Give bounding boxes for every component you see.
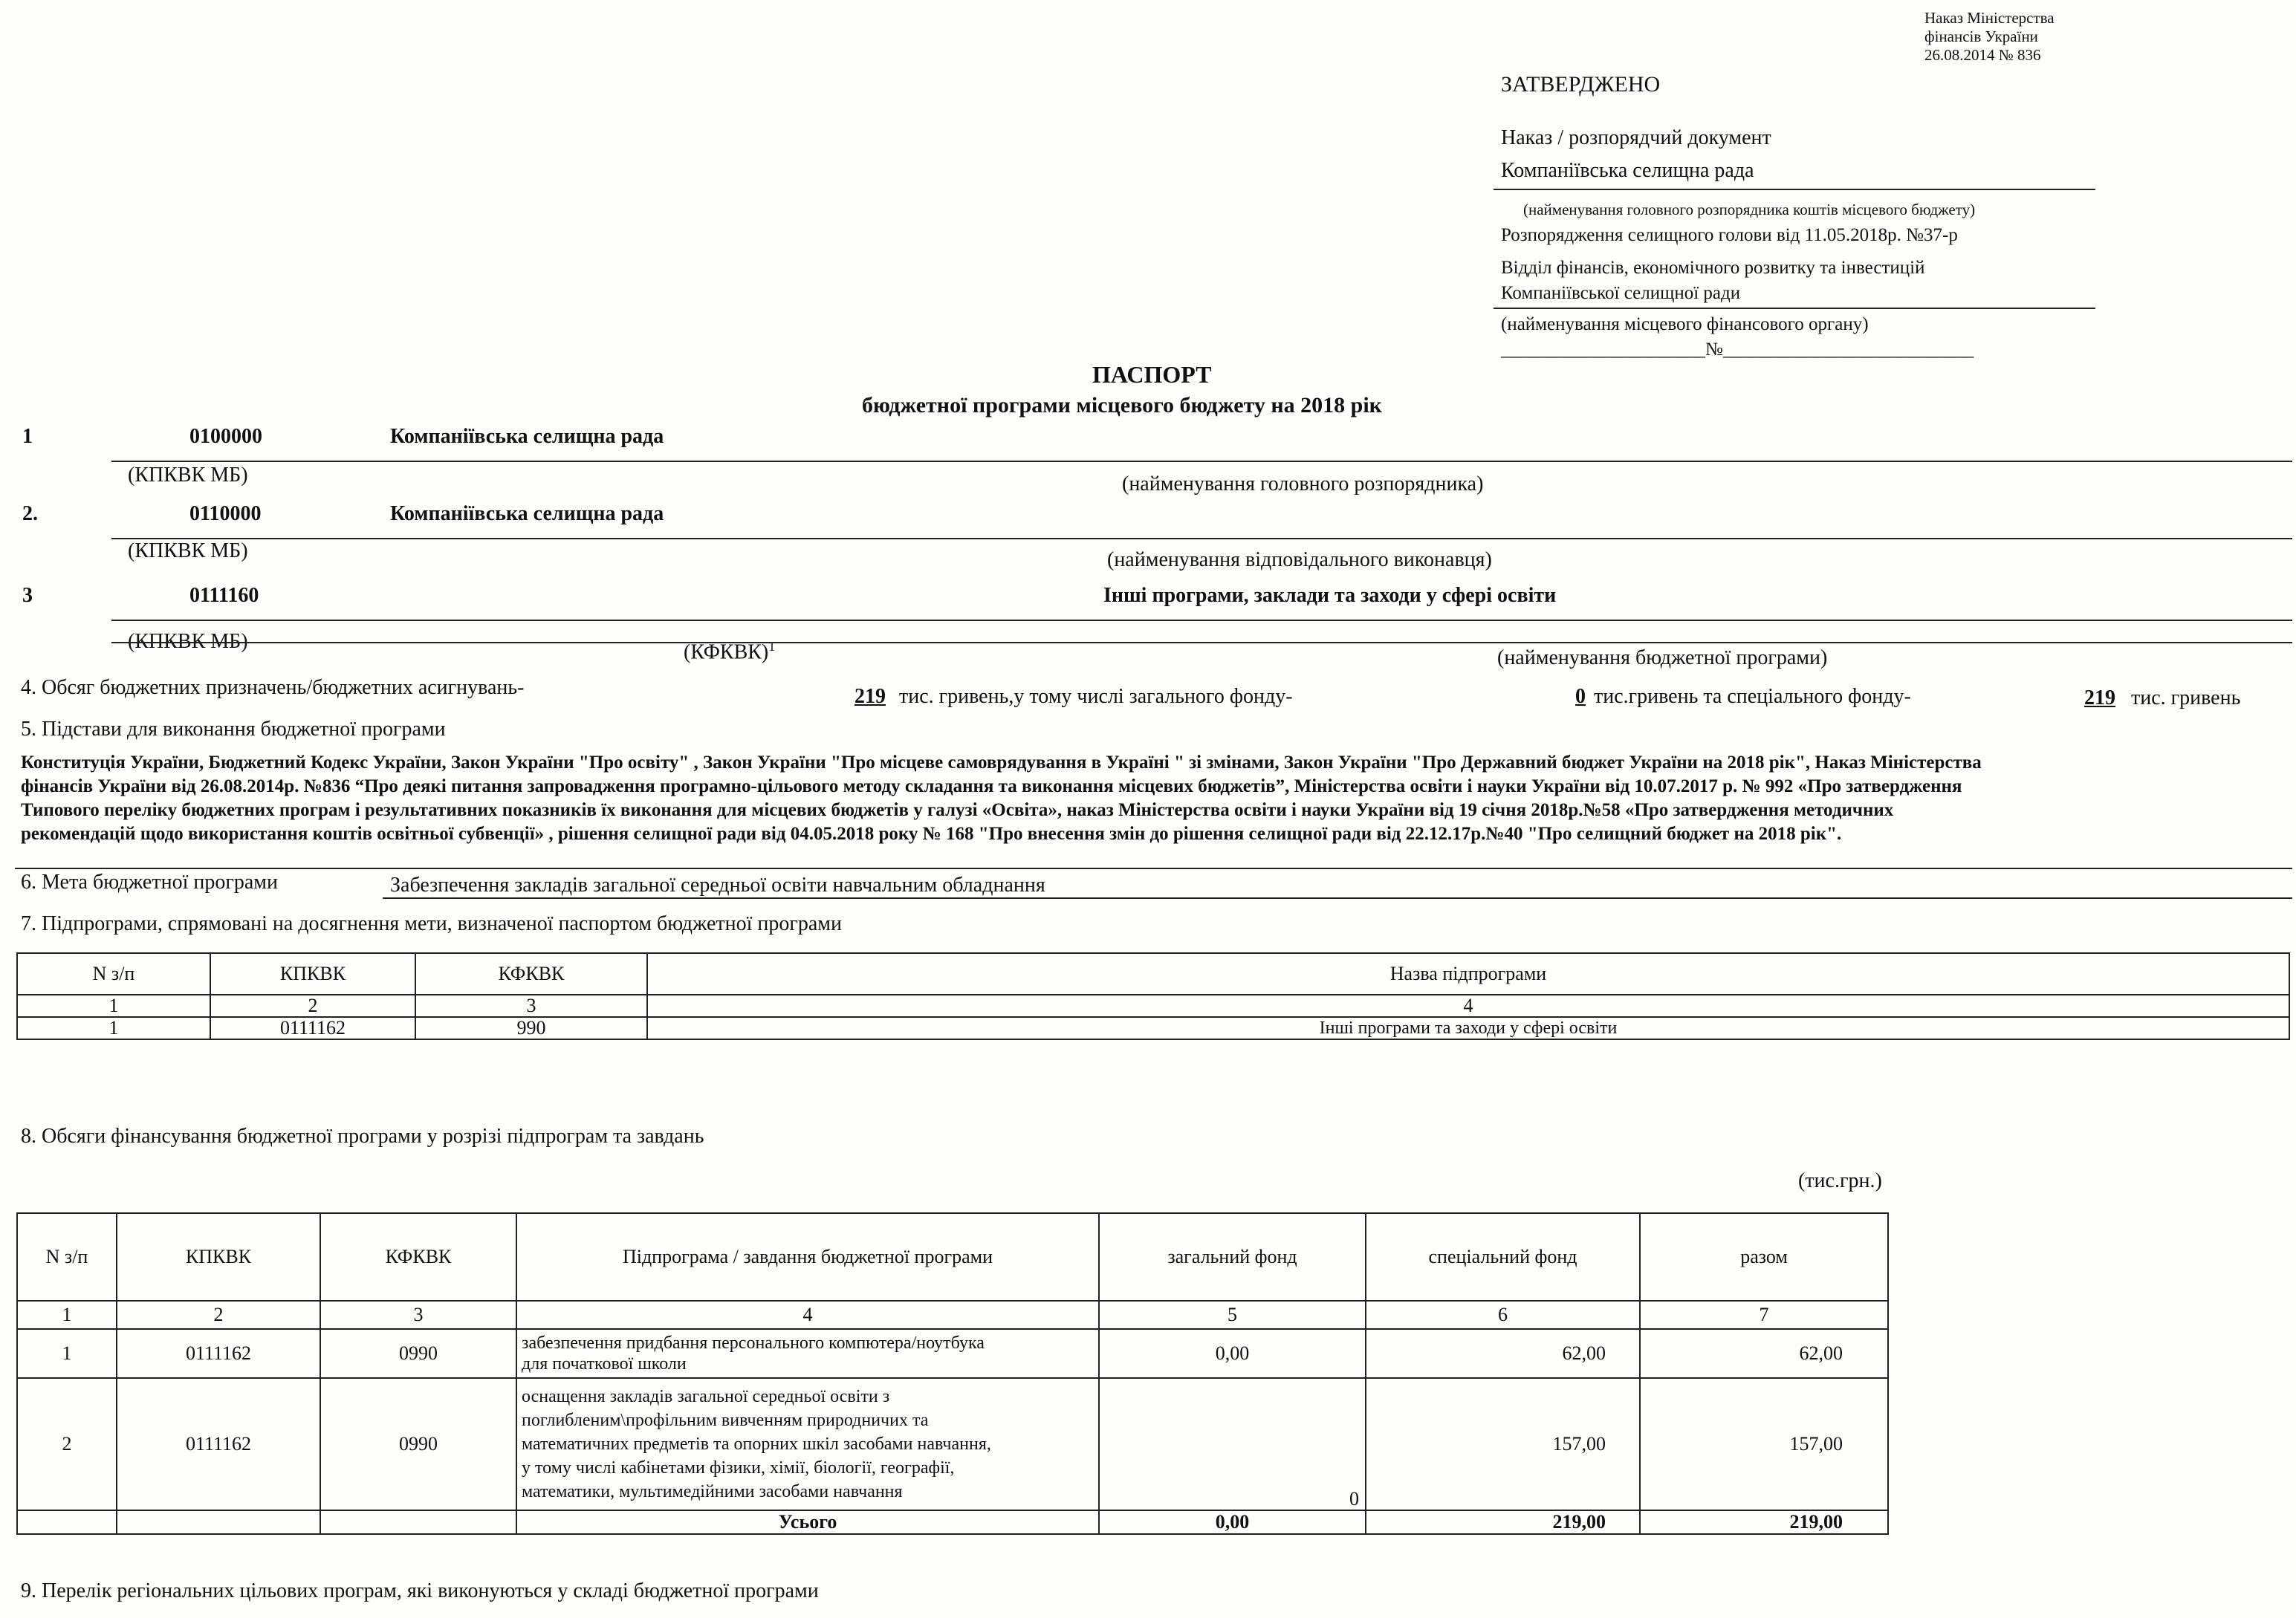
approval-title: ЗАТВЕРДЖЕНО <box>1501 72 1661 97</box>
index-cell: 3 <box>415 995 647 1017</box>
table-cell: 1 <box>17 1329 117 1378</box>
name-caption: (найменування бюджетної програми) <box>1497 646 1828 669</box>
header-cell: КФКВК <box>320 1213 516 1301</box>
header-cell: Назва підпрограми <box>647 953 2289 995</box>
table-cell: 0990 <box>320 1378 516 1510</box>
s6-label: 6. Мета бюджетної програми <box>21 871 278 894</box>
table-cell: 0 <box>1099 1378 1366 1510</box>
row-number: 1 <box>22 425 33 448</box>
order-reference <box>1924 9 2055 65</box>
index-cell: 5 <box>1099 1301 1366 1329</box>
table-cell: 0,00 <box>1099 1329 1366 1378</box>
s7-label: 7. Підпрограми, спрямовані на досягнення мети, визначеної паспортом бюджетної програми <box>21 912 843 935</box>
total-sum: 219,00 <box>1640 1510 1888 1534</box>
financing-table <box>16 1212 1889 1535</box>
header-cell: КПКВК <box>210 953 415 995</box>
index-cell: 3 <box>320 1301 516 1329</box>
table-cell: 1 <box>17 1017 210 1039</box>
table-index-row <box>17 995 2289 1017</box>
total-general: 0,00 <box>1099 1510 1366 1534</box>
order-ref-line: Наказ Міністерства <box>1924 9 2055 27</box>
task-cell: оснащення закладів загальної середньої освіти з поглибленим\профільним вивченням природничих та математичних предметів та опорних шкіл засобами навчання, у тому числі кабінетами фізики, хімії, біології, географії, математики, мультимедійними засобами навчання <box>516 1378 1099 1510</box>
row-number: 3 <box>22 584 33 607</box>
index-cell: 1 <box>17 1301 117 1329</box>
index-cell: 4 <box>647 995 2289 1017</box>
task-cell: забезпечення придбання персонального компютера/ноутбука для початкової школи <box>516 1329 1099 1378</box>
s5-label: 5. Підстави для виконання бюджетної програми <box>21 718 446 741</box>
s4-general: 0 <box>1575 685 1586 708</box>
table-row <box>17 1378 1888 1510</box>
row-name: Компаніївська селищна рада <box>390 425 664 448</box>
index-cell: 2 <box>117 1301 320 1329</box>
table-cell: 990 <box>415 1017 647 1039</box>
header-cell: разом <box>1640 1213 1888 1301</box>
row-name: Інші програми, заклади та заходи у сфері освіти <box>1103 584 1557 607</box>
table-header-row <box>17 1213 1888 1301</box>
index-cell: 2 <box>210 995 415 1017</box>
s8-label: 8. Обсяги фінансування бюджетної програми у розрізі підпрограм та завдань <box>21 1125 704 1148</box>
index-cell: 4 <box>516 1301 1099 1329</box>
header-cell: КПКВК <box>117 1213 320 1301</box>
table-cell: 0111162 <box>117 1378 320 1510</box>
fin-org-line-2: Компаніївської селищної ради <box>1501 283 1741 303</box>
name-caption: (найменування відповідального виконавця) <box>1107 548 1492 571</box>
s4-text: тис. гривень <box>2131 686 2241 709</box>
order-ref-line: 26.08.2014 № 836 <box>1924 46 2041 64</box>
header-cell: Підпрограма / завдання бюджетної програми <box>516 1213 1099 1301</box>
s8-unit: (тис.грн.) <box>1798 1169 1882 1192</box>
header-cell: загальний фонд <box>1099 1213 1366 1301</box>
table-cell: 62,00 <box>1640 1329 1888 1378</box>
s9-label: 9. Перелік регіональних цільових програм, які виконуються у складі бюджетної програми <box>21 1579 819 1602</box>
index-cell: 6 <box>1366 1301 1640 1329</box>
s6-value: Забезпечення закладів загальної середньої освіти навчальним обладнання <box>390 874 1045 897</box>
header-cell: N з/п <box>17 953 210 995</box>
s4-label: 4. Обсяг бюджетних призначень/бюджетних асигнувань- <box>21 676 525 699</box>
table-cell: 0111162 <box>210 1017 415 1039</box>
header-cell: спеціальний фонд <box>1366 1213 1640 1301</box>
passport-title: ПАСПОРТ <box>1092 361 1212 388</box>
total-special: 219,00 <box>1366 1510 1640 1534</box>
s5-line: Типового переліку бюджетних програм і результативних показників їх виконання для місцевих бюджетів у галузі «Освіта», наказ Міністерства освіти і науки України від 19 січня 2018р.№58 «Про затвердження методичних <box>21 800 1894 820</box>
kfkvk-caption: (КФКВК)$^1$ <box>684 639 776 664</box>
s5-line: фінансів України від 26.08.2014р. №836 “Про деякі питання запровадження програмно-цільового методу складання та виконання місцевих бюджетів”, Міністерства освіти і науки України від 10.07.2017 р. № 992 «Про затвердження <box>21 776 1962 796</box>
table-cell: 0111162 <box>117 1329 320 1378</box>
s4-text: тис.гривень та спеціального фонду- <box>1594 685 1911 708</box>
code-caption: (КПКВК МБ) <box>128 464 248 487</box>
table-header-row <box>17 953 2289 995</box>
table-cell: 62,00 <box>1366 1329 1640 1378</box>
total-row <box>17 1510 1888 1534</box>
table-cell: 157,00 <box>1640 1378 1888 1510</box>
fin-org-line-1: Відділ фінансів, економічного розвитку та інвестицій <box>1501 258 1925 278</box>
row-name: Компаніївська селищна рада <box>390 502 664 525</box>
row-code: 0110000 <box>189 502 262 525</box>
s5-line: Конституція України, Бюджетний Кодекс України, Закон України "Про освіту" , Закон України "Про місцеве самоврядування в Україні " зі змінами, Закон України "Про Державний бюджет України на 2018 рік", Наказ Міністерства <box>21 753 1982 773</box>
row-code: 0111160 <box>189 584 259 607</box>
table-row <box>17 1017 2289 1039</box>
number-line: ______________________№___________________________ <box>1501 339 1974 360</box>
code-caption: (КПКВК МБ) <box>128 630 248 653</box>
code-caption: (КПКВК МБ) <box>128 539 248 562</box>
header-cell: КФКВК <box>415 953 647 995</box>
subprograms-table <box>16 952 2290 1040</box>
index-cell: 1 <box>17 995 210 1017</box>
s4-total: 219 <box>854 685 886 708</box>
approval-doc-label: Наказ / розпорядчий документ <box>1501 126 1771 149</box>
table-cell: 0990 <box>320 1329 516 1378</box>
table-row <box>17 1329 1888 1378</box>
s4-special: 219 <box>2084 686 2115 709</box>
table-index-row <box>17 1301 1888 1329</box>
total-label: Усього <box>516 1510 1099 1534</box>
row-number: 2. <box>22 502 38 525</box>
table-cell: 157,00 <box>1366 1378 1640 1510</box>
table-cell: Інші програми та заходи у сфері освіти <box>647 1017 2289 1039</box>
order-ref-line: фінансів України <box>1924 27 2038 45</box>
row-code: 0100000 <box>189 425 262 448</box>
approval-order: Розпорядження селищного голови від 11.05.2018р. №37-р <box>1501 225 1958 245</box>
s5-line: рекомендацій щодо використання коштів освітньої субвенції» , рішення селищної ради від 04.05.2018 року № 168 "Про внесення змін до рішення селищної ради від 22.12.17р.№40 "Про селищний бюджет на 2018 рік". <box>21 824 1842 844</box>
passport-subtitle: бюджетної програми місцевого бюджету на 2018 рік <box>862 393 1382 418</box>
table-cell: 2 <box>17 1378 117 1510</box>
fin-org-caption: (найменування місцевого фінансового органу) <box>1501 314 1869 334</box>
approval-org-caption: (найменування головного розпорядника коштів місцевого бюджету) <box>1523 201 1976 218</box>
approval-org: Компаніївська селищна рада <box>1501 159 1754 182</box>
header-cell: N з/п <box>17 1213 117 1301</box>
index-cell: 7 <box>1640 1301 1888 1329</box>
name-caption: (найменування головного розпорядника) <box>1122 472 1484 496</box>
s4-text: тис. гривень,у тому числі загального фонду- <box>899 685 1293 708</box>
